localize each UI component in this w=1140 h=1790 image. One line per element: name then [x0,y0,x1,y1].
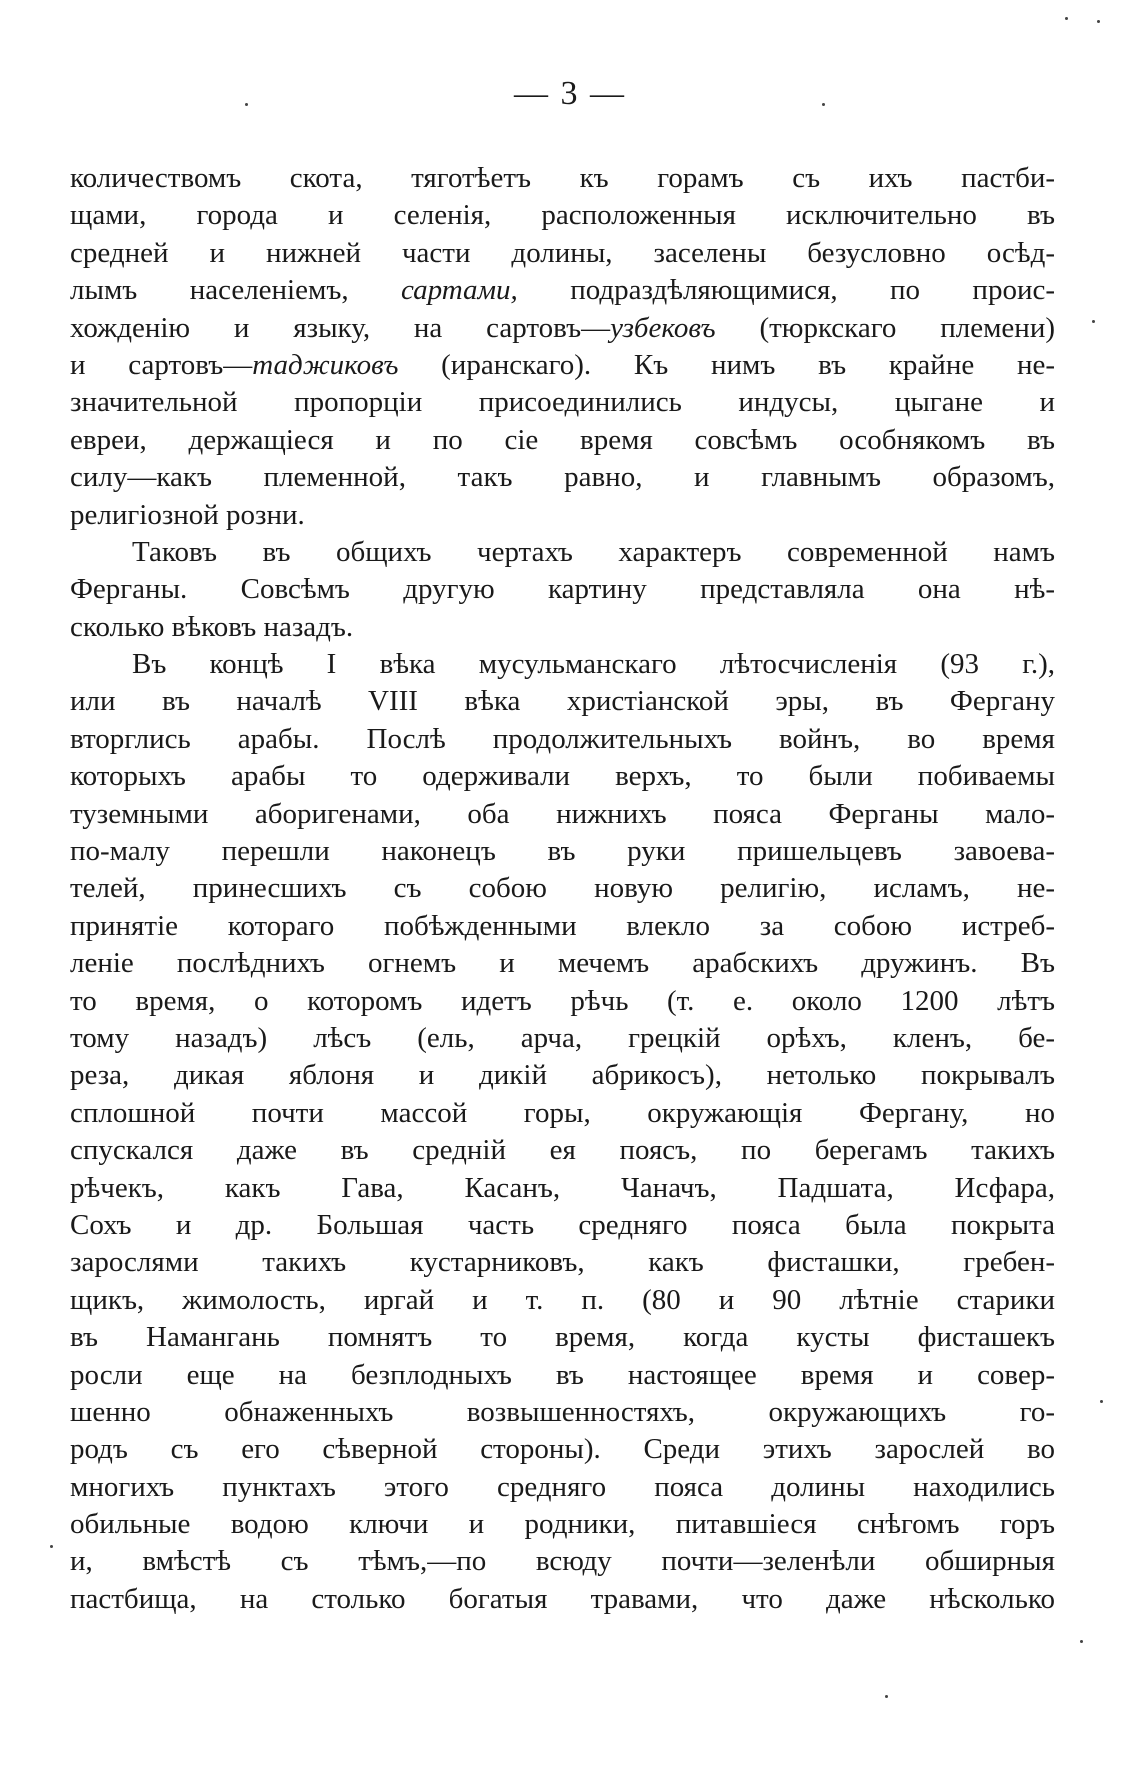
italic-term: сартами, [401,274,518,307]
text-line: средней и нижней части долины, заселены безусловно осѣд- [70,236,1055,269]
text-line: родъ съ его сѣверной стороны). Среди этихъ зарослей во [70,1433,1055,1466]
text-line: силу—какъ племенной, такъ равно, и главнымъ образомъ, [70,461,1055,494]
scan-speck [1080,1640,1083,1643]
text-line: многихъ пунктахъ этого средняго пояса долины находились [70,1470,1055,1503]
scan-speck [1097,20,1100,23]
scan-speck [1065,17,1068,20]
text-line: росли еще на безплодныхъ въ настоящее время и совер- [70,1358,1055,1391]
text-line: тому назадъ) лѣсъ (ель, арча, грецкій орѣхъ, кленъ, бе- [70,1021,1055,1054]
text-line: сколько вѣковъ назадъ. [70,610,354,643]
text-line: сплошной почти массой горы, окружающія Фергану, но [70,1096,1055,1129]
scan-speck [885,1695,888,1698]
text-line: реза, дикая яблоня и дикій абрикосъ), нетолько покрывалъ [70,1059,1055,1092]
text-line: значительной пропорціи присоединились индусы, цыгане и [70,386,1055,419]
scan-speck [1092,320,1095,323]
text-line: лымъ населеніемъ, сартами, подраздѣляющимися, по проис- [70,274,1055,307]
text-line: которыхъ арабы то одерживали верхъ, то были побиваемы [70,760,1055,793]
text-line: пастбища, на столько богатыя травами, что даже нѣсколько [70,1582,1055,1615]
text-line: въ Намангань помнятъ то время, когда кусты фисташекъ [70,1321,1055,1354]
body-text [70,160,1055,1618]
text-line: евреи, держащіеся и по сіе время совсѣмъ особнякомъ въ [70,423,1055,456]
text-line: леніе послѣднихъ огнемъ и мечемъ арабскихъ дружинъ. Въ [70,947,1055,980]
text-line: или въ началѣ VIII вѣка христіанской эры, въ Фергану [70,685,1055,718]
page-number: — 3 — [514,75,626,112]
italic-term: таджиковъ [252,348,399,381]
text-line: щикъ, жимолость, иргай и т. п. (80 и 90 лѣтніе старики [70,1283,1055,1316]
text-line: Сохъ и др. Большая часть средняго пояса была покрыта [70,1208,1055,1241]
text-line: обильные водою ключи и родники, питавшіеся снѣгомъ горъ [70,1508,1055,1541]
text-line: хожденію и языку, на сартовъ—узбековъ (тюркскаго племени) [70,311,1055,344]
scan-speck [822,103,825,106]
text-line: шенно обнаженныхъ возвышенностяхъ, окружающихъ го- [70,1395,1055,1428]
text-line: количествомъ скота, тяготѣетъ къ горамъ съ ихъ пастби- [70,162,1055,194]
text-line: то время, о которомъ идетъ рѣчь (т. е. около 1200 лѣтъ [70,984,1055,1017]
text-line: Таковъ въ общихъ чертахъ характеръ современной намъ [132,535,1055,568]
text-line: Ферганы. Совсѣмъ другую картину представляла она нѣ- [70,573,1055,606]
text-line: щами, города и селенія, расположенныя исключительно въ [70,199,1055,232]
italic-term: узбековъ [610,311,716,344]
text-line: и сартовъ—таджиковъ (иранскаго). Къ нимъ въ крайне не- [70,348,1055,381]
text-line: туземными аборигенами, оба нижнихъ пояса Ферганы мало- [70,797,1055,830]
scan-speck [50,1545,53,1548]
scan-speck [1100,1400,1103,1403]
text-line: телей, принесшихъ съ собою новую религію, исламъ, не- [70,872,1055,905]
scan-speck [245,103,248,106]
text-line: Въ концѣ I вѣка мусульманскаго лѣтосчисленія (93 г.), [132,648,1055,681]
text-line: и, вмѣстѣ съ тѣмъ,—по всюду почти—зеленѣли обширныя [70,1545,1055,1578]
text-line: принятіе котораго побѣжденными влекло за собою истреб- [70,909,1055,942]
text-line: религіозной розни. [70,498,305,531]
text-line: по-малу перешли наконецъ въ руки пришельцевъ завоева- [70,835,1055,868]
text-line: спускался даже въ средній ея поясъ, по берегамъ такихъ [70,1134,1055,1167]
text-line: зарослями такихъ кустарниковъ, какъ фисташки, гребен- [70,1246,1055,1279]
text-line: рѣчекъ, какъ Гава, Касанъ, Чаначъ, Падшата, Исфара, [70,1171,1055,1204]
text-line: вторглись арабы. Послѣ продолжительныхъ войнъ, во время [70,722,1055,755]
